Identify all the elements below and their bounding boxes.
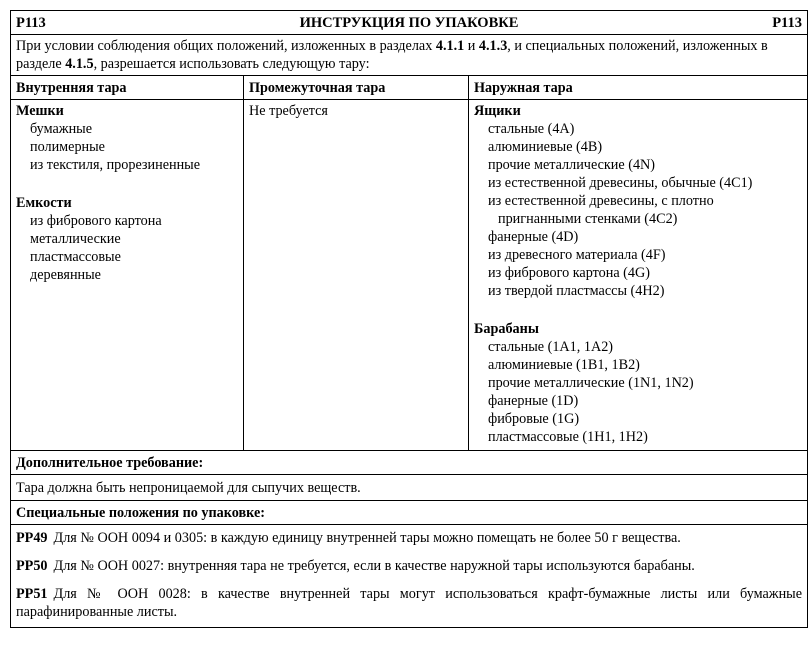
- provision-code: PP50: [16, 558, 48, 574]
- intro-part-4: , разрешается использовать следующую тару:: [93, 56, 370, 72]
- instruction-code-right: P113: [772, 15, 803, 31]
- drums-heading: Барабаны: [474, 321, 539, 337]
- inner-receptacle-item: металлические: [30, 231, 121, 247]
- inner-packaging-cell: [11, 100, 244, 451]
- intro-text: [11, 35, 808, 76]
- outer-box-item: фанерные (4D): [488, 229, 579, 245]
- inner-bag-item: полимерные: [30, 139, 105, 155]
- instruction-title: ИНСТРУКЦИЯ ПО УПАКОВКЕ: [299, 15, 519, 31]
- outer-drum-item: алюминиевые (1B1, 1B2): [488, 357, 640, 373]
- intro-part-1: При условии соблюдения общих положений, изложенных в разделах: [16, 38, 436, 54]
- special-provision-pp51: [11, 581, 808, 628]
- section-ref-4-1-5: 4.1.5: [65, 56, 94, 72]
- special-provision-row: [11, 553, 808, 581]
- special-provisions-title: Специальные положения по упаковке:: [11, 501, 808, 525]
- column-header-intermediate: Промежуточная тара: [244, 76, 469, 100]
- column-header-outer: Наружная тара: [469, 76, 808, 100]
- provision-text: Для № ООН 0094 и 0305: в каждую единицу внутренней тары можно помещать не более 50 г вещества.: [53, 530, 681, 546]
- inner-receptacle-item: деревянные: [30, 267, 101, 283]
- outer-box-item-continued: пригнанными стенками (4C2): [498, 211, 678, 227]
- inner-receptacle-item: из фибрового картона: [30, 213, 162, 229]
- outer-drum-item: фибровые (1G): [488, 411, 580, 427]
- spacer: [474, 300, 802, 320]
- inner-bag-item: бумажные: [30, 121, 92, 137]
- special-provisions-title-row: [11, 501, 808, 525]
- packing-instruction-document: [10, 10, 807, 628]
- intermediate-packaging-cell: [244, 100, 469, 451]
- outer-drum-item: фанерные (1D): [488, 393, 579, 409]
- additional-requirement-text: Тара должна быть непроницаемой для сыпучих веществ.: [11, 475, 808, 501]
- outer-packaging-cell: [469, 100, 808, 451]
- packing-instruction-table: [10, 10, 808, 628]
- provision-code: PP51: [16, 586, 48, 602]
- inner-bag-item: из текстиля, прорезиненные: [30, 157, 201, 173]
- inner-receptacle-item: пластмассовые: [30, 249, 121, 265]
- outer-drum-item: стальные (1A1, 1A2): [488, 339, 614, 355]
- special-provision-row: [11, 525, 808, 554]
- outer-box-item: из твердой пластмассы (4H2): [488, 283, 665, 299]
- receptacles-heading: Емкости: [16, 195, 72, 211]
- intermediate-not-required: Не требуется: [249, 103, 328, 119]
- header-row: [11, 11, 808, 35]
- outer-box-item: из древесного материала (4F): [488, 247, 666, 263]
- boxes-heading: Ящики: [474, 103, 521, 119]
- outer-box-item: из естественной древесины, обычные (4C1): [488, 175, 753, 191]
- outer-drum-item: прочие металлические (1N1, 1N2): [488, 375, 694, 391]
- section-ref-4-1-3: 4.1.3: [478, 38, 508, 54]
- provision-code: PP49: [16, 530, 48, 546]
- intro-row: [11, 35, 808, 76]
- outer-box-item: из естественной древесины, с плотно: [488, 193, 714, 209]
- additional-requirement-title: Дополнительное требование:: [11, 451, 808, 475]
- special-provision-row: [11, 581, 808, 628]
- provision-text: Для № ООН 0028: в качестве внутренней тары могут использоваться крафт-бумажные листы или бумажные парафинированные листы.: [16, 586, 803, 620]
- column-header-inner: Внутренняя тара: [11, 76, 244, 100]
- outer-box-item: стальные (4A): [488, 121, 575, 137]
- intro-part-2: и: [464, 38, 479, 54]
- special-provision-pp49: [11, 525, 808, 554]
- intro-part-3: , и специальных положений, изложенных в разделе: [16, 38, 768, 72]
- outer-drum-item: пластмассовые (1H1, 1H2): [488, 429, 648, 445]
- outer-box-item: из фибрового картона (4G): [488, 265, 650, 281]
- provision-text: Для № ООН 0027: внутренняя тара не требуется, если в качестве наружной тары используются барабаны.: [53, 558, 695, 574]
- additional-requirement-text-row: [11, 475, 808, 501]
- special-provision-pp50: [11, 553, 808, 581]
- additional-requirement-title-row: [11, 451, 808, 475]
- packaging-content-row: [11, 100, 808, 451]
- spacer: [16, 174, 238, 194]
- section-ref-4-1-1: 4.1.1: [435, 38, 465, 54]
- outer-box-item: прочие металлические (4N): [488, 157, 656, 173]
- bags-heading: Мешки: [16, 103, 64, 119]
- column-header-row: [11, 76, 808, 100]
- outer-box-item: алюминиевые (4B): [488, 139, 603, 155]
- header-cell: [11, 11, 808, 35]
- instruction-code-left: P113: [16, 15, 46, 31]
